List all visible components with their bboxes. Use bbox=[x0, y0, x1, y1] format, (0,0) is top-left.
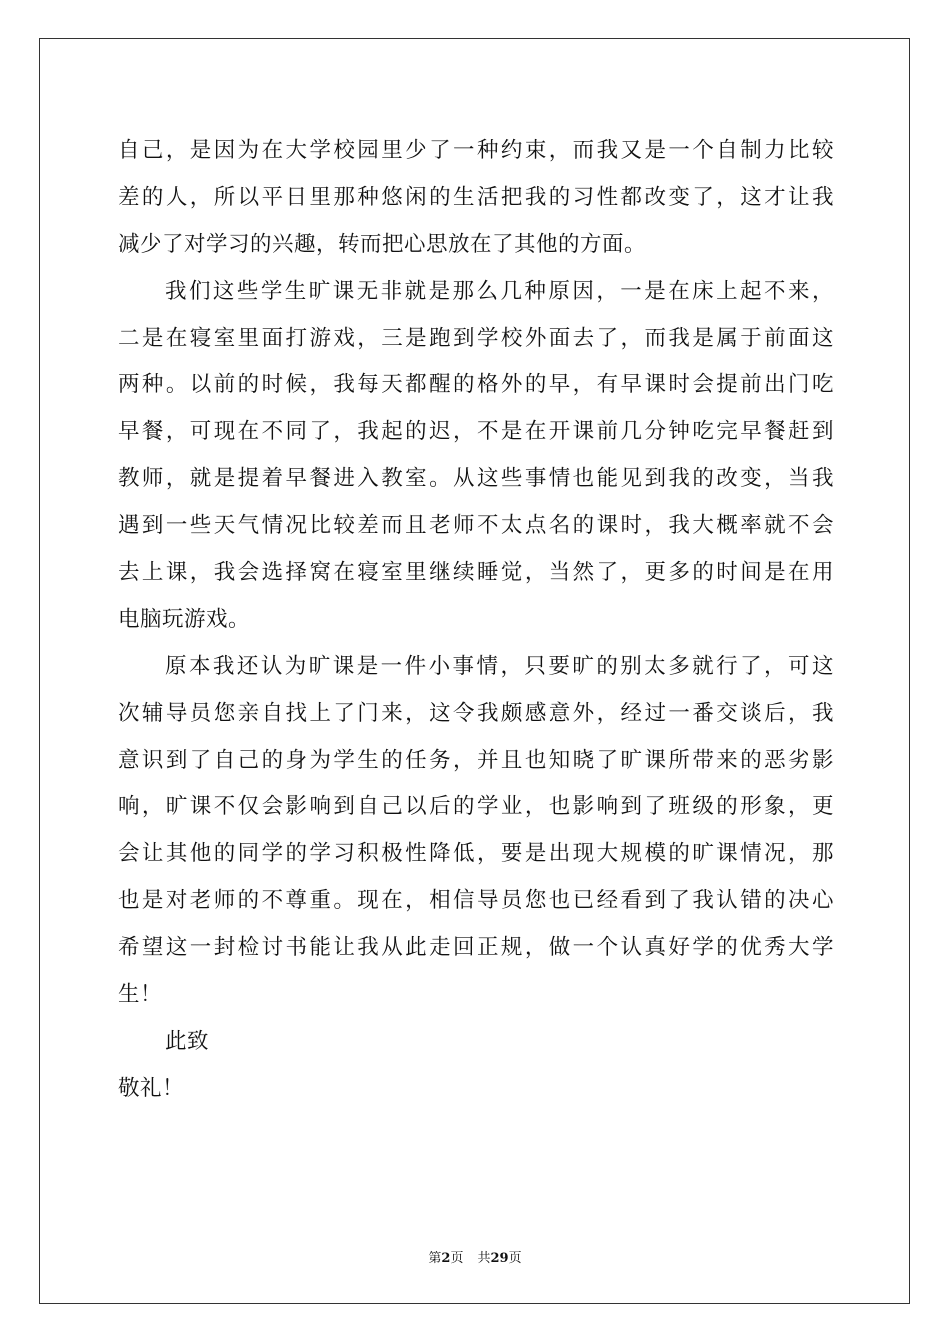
page-footer bbox=[0, 1247, 950, 1266]
text-line: 遇到一些天气情况比较差而且老师不太点名的课时，我大概率就不会 bbox=[118, 513, 834, 539]
text-line: 响，旷课不仅会影响到自己以后的学业，也影响到了班级的形象，更 bbox=[118, 794, 834, 820]
text-line: 也是对老师的不尊重。现在，相信导员您也已经看到了我认错的决心 bbox=[118, 888, 834, 914]
text-line: 电脑玩游戏。 bbox=[118, 606, 251, 632]
page-prefix: 第 bbox=[428, 1251, 442, 1266]
text-line: 次辅导员您亲自找上了门来，这令我颇感意外，经过一番交谈后，我 bbox=[118, 700, 834, 726]
text-line: 二是在寝室里面打游戏，三是跑到学校外面去了，而我是属于前面这 bbox=[118, 325, 834, 351]
text-line: 生！ bbox=[118, 982, 163, 1008]
text-line: 减少了对学习的兴趣，转而把心思放在了其他的方面。 bbox=[118, 231, 647, 257]
text-line: 意识到了自己的身为学生的任务，并且也知晓了旷课所带来的恶劣影 bbox=[118, 747, 834, 773]
total-prefix: 共 bbox=[477, 1251, 491, 1266]
document-body bbox=[118, 128, 834, 1113]
text-line: 去上课，我会选择窝在寝室里继续睡觉，当然了，更多的时间是在用 bbox=[118, 560, 834, 586]
page-number: 2 bbox=[441, 1251, 451, 1266]
text-line: 教师，就是提着早餐进入教室。从这些事情也能见到我的改变，当我 bbox=[118, 466, 834, 492]
text-line: 自己，是因为在大学校园里少了一种约束，而我又是一个自制力比较 bbox=[118, 138, 834, 163]
text-line: 会让其他的同学的学习积极性降低，要是出现大规模的旷课情况，那 bbox=[118, 841, 834, 867]
paragraph-start-line: 原本我还认为旷课是一件小事情，只要旷的别太多就行了，可这 bbox=[165, 653, 834, 679]
paragraph-start-line: 我们这些学生旷课无非就是那么几种原因，一是在床上起不来， bbox=[165, 278, 834, 304]
text-line: 两种。以前的时候，我每天都醒的格外的早，有早课时会提前出门吃 bbox=[118, 372, 834, 398]
page-suffix: 页 bbox=[450, 1251, 464, 1266]
text-line: 早餐，可现在不同了，我起的迟，不是在开课前几分钟吃完早餐赶到 bbox=[118, 419, 834, 445]
total-pages: 29 bbox=[490, 1251, 509, 1266]
closing-regards: 敬礼！ bbox=[118, 1075, 185, 1101]
text-line: 希望这一封检讨书能让我从此走回正规，做一个认真好学的优秀大学 bbox=[118, 935, 834, 961]
text-line: 差的人，所以平日里那种悠闲的生活把我的习性都改变了，这才让我 bbox=[118, 184, 834, 210]
total-suffix: 页 bbox=[508, 1251, 522, 1266]
closing-salutation: 此致 bbox=[165, 1028, 210, 1054]
